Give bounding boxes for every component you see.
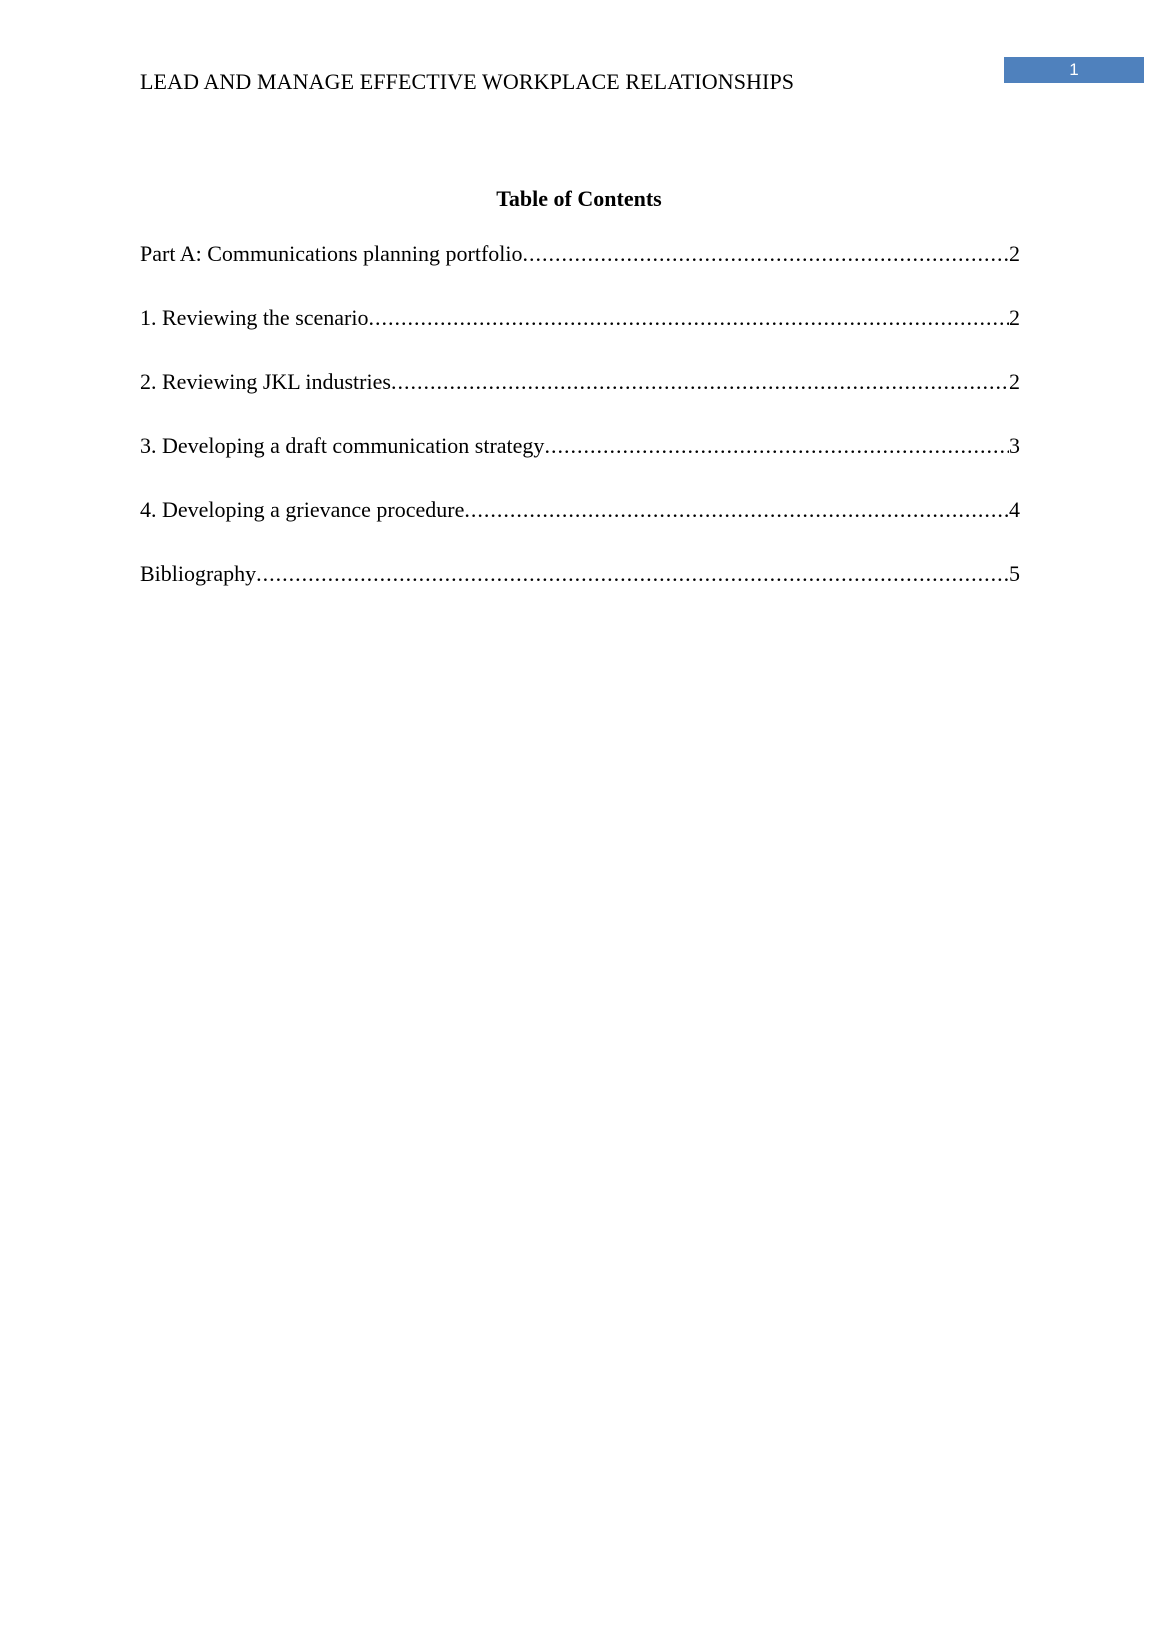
toc-entry-communication-strategy[interactable] [140, 432, 1020, 496]
toc-entry-text: 2. Reviewing JKL industries [140, 369, 391, 394]
toc-entry-bibliography[interactable] [140, 560, 1020, 624]
toc-entry-text: 4. Developing a grievance procedure [140, 497, 465, 522]
toc-dot-leader [544, 432, 1009, 460]
toc-dot-leader [369, 304, 1010, 332]
toc-dot-leader [523, 240, 1009, 268]
toc-entry-page: 2 [1009, 241, 1020, 266]
toc-entry-text: 3. Developing a draft communication strategy [140, 433, 545, 458]
toc-entry-text: Part A: Communications planning portfolio [140, 241, 523, 266]
toc-entry-page: 4 [1009, 497, 1020, 522]
toc-entry-text: 1. Reviewing the scenario [140, 305, 369, 330]
toc-dot-leader [391, 368, 1009, 396]
toc-dot-leader [256, 560, 1009, 588]
toc-entry-page: 2 [1009, 305, 1020, 330]
page-number-badge: 1 [1004, 57, 1144, 83]
table-of-contents [140, 240, 1020, 624]
toc-title: Table of Contents [496, 186, 662, 211]
toc-entry-reviewing-scenario[interactable] [140, 304, 1020, 368]
toc-entry-part-a[interactable] [140, 240, 1020, 304]
toc-entry-text: Bibliography [140, 561, 257, 586]
running-head: LEAD AND MANAGE EFFECTIVE WORKPLACE RELATIONSHIPS [140, 69, 795, 94]
toc-entry-page: 3 [1009, 433, 1020, 458]
toc-entry-page: 2 [1009, 369, 1020, 394]
toc-entry-page: 5 [1009, 561, 1020, 586]
toc-dot-leader [464, 496, 1009, 524]
toc-entry-grievance-procedure[interactable] [140, 496, 1020, 560]
toc-entry-reviewing-jkl[interactable] [140, 368, 1020, 432]
